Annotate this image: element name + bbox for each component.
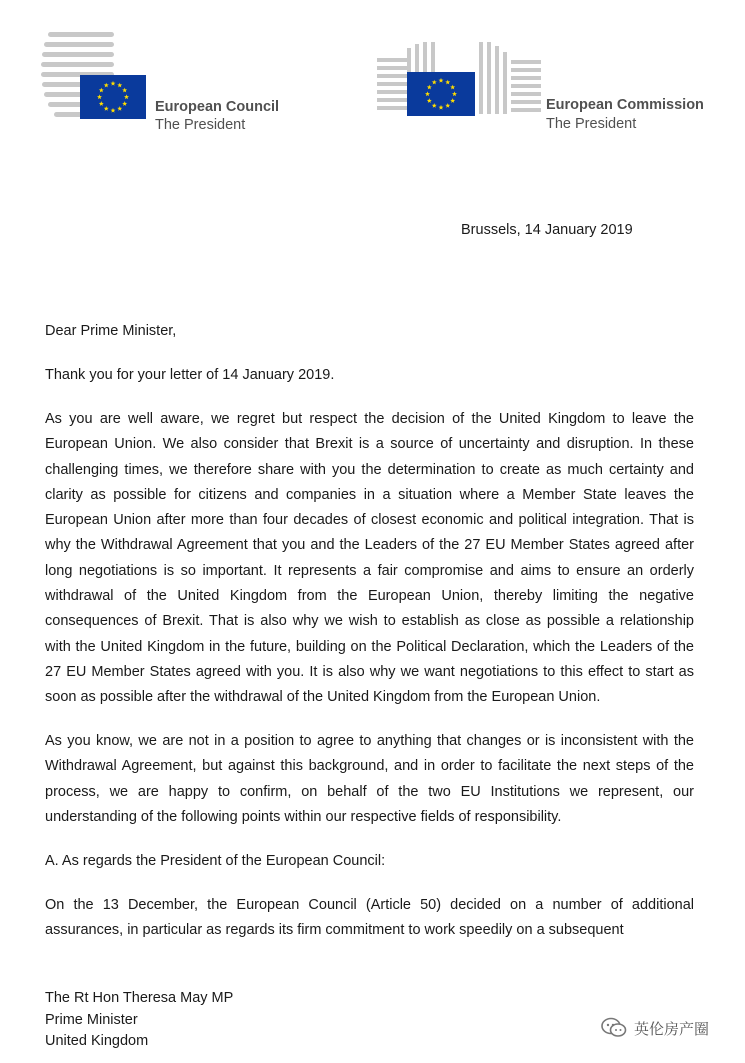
address-line: The Rt Hon Theresa May MP (45, 990, 234, 1006)
european-council-logo (40, 28, 150, 124)
paragraph: As you know, we are not in a position to agree to anything that changes or is inconsistent with the Withdrawal Agreement, but against this background, and in order to facilitate the next steps of the process, we are happy to confirm, on behalf of the two EU Institutions we represent, our understanding of the following points within our respective fields of responsibility. (45, 733, 694, 825)
place-date: Brussels, 14 January 2019 (461, 222, 633, 238)
watermark-text: 英伦房产圈 (634, 1020, 710, 1038)
watermark (600, 1017, 709, 1039)
section-heading: A. As regards the President of the European Council: (45, 853, 386, 869)
commission-role: The President (546, 116, 637, 132)
commission-name: European Commission (546, 97, 704, 113)
wechat-icon (600, 1017, 628, 1039)
recipient-address (45, 988, 233, 1053)
european-commission-logo (375, 38, 545, 122)
council-role: The President (155, 117, 246, 133)
council-name: European Council (155, 99, 280, 115)
address-line: United Kingdom (45, 1033, 149, 1049)
paragraph: As you are well aware, we regret but respect the decision of the United Kingdom to leave the European Union. We also consider that Brexit is a source of uncertainty and disruption. In these challenging times, we therefore share with you the determination to create as much certainty and clarity as possible for citizens and companies in a situation where a Member State leaves the European Union after more than four decades of closest economic and political integration. That is why the Withdrawal Agreement that you and the Leaders of the 27 EU Member States agreed after long negotiations is so important. It represents a fair compromise and aims to ensure an orderly withdrawal of the United Kingdom from the European Union, thereby limiting the negative consequences of Brexit. That is also why we wish to establish as close as possible a relationship with the United Kingdom in the future, building on the Political Declaration, which the Leaders of the 27 EU Member States agreed with you. It is also why we want negotiations to this effect to start as soon as possible after the withdrawal of the United Kingdom from the European Union. (45, 411, 694, 706)
salutation: Dear Prime Minister, (45, 323, 177, 339)
address-line: Prime Minister (45, 1011, 138, 1028)
eu-flag-icon (407, 72, 475, 116)
paragraph: On the 13 December, the European Council (Article 50) decided on a number of additional assurances, in particular as regards its firm commitment to work speedily on a subsequent (45, 897, 694, 939)
eu-flag-icon (80, 75, 146, 119)
paragraph: Thank you for your letter of 14 January 2019. (45, 367, 335, 383)
